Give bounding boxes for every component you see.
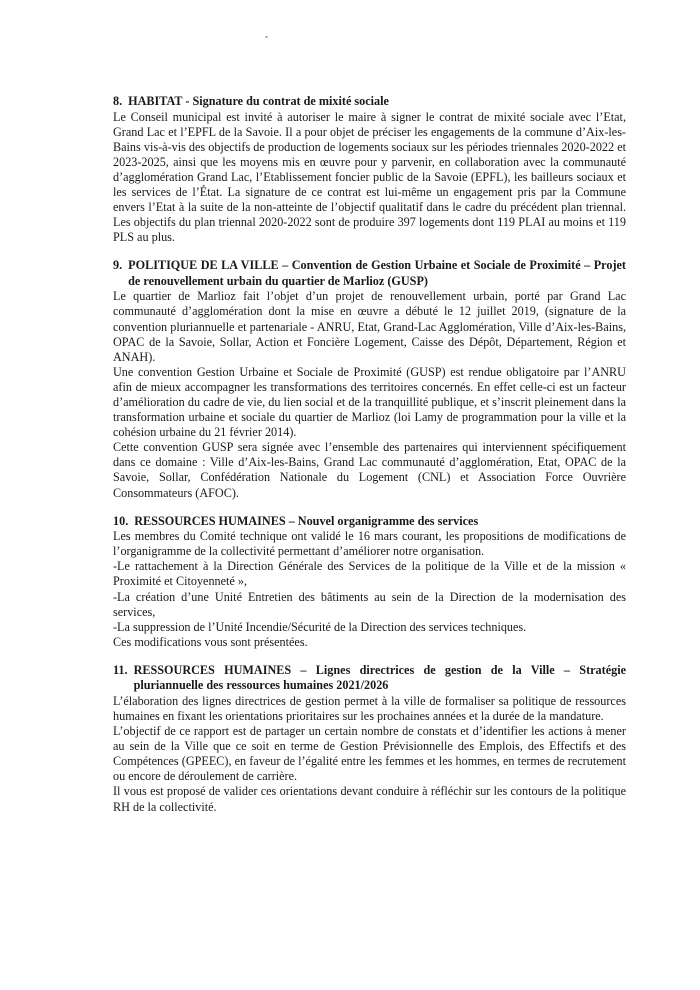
section-number: 9. xyxy=(113,258,123,273)
scan-speck xyxy=(265,36,268,38)
section-paragraph: L’objectif de ce rapport est de partager un certain nombre de constats et d’identifier les actions à mener au sein de la Ville que ce soit en terme de Gestion Prévisionnelle des Emplois, des Effectifs et des Compétences (GPEEC), en faveur de l’égalité entre les femmes et les hommes, en termes de recrutement ou encore de déroulement de carrière. xyxy=(113,724,626,784)
section-organigramme xyxy=(113,514,626,650)
list-item: -La suppression de l’Unité Incendie/Sécurité de la Direction des services techniques. xyxy=(113,619,527,634)
section-lignes-directrices xyxy=(113,663,626,815)
section-paragraph: Une convention Gestion Urbaine et Sociale de Proximité (GUSP) est rendue obligatoire par l’ANRU afin de mieux accompagner les transformations des territoires concernés. En effet celle-ci est un facteur d’amélioration du cadre de vie, du lien social et de la tranquillité publique, et s’inscrit pleinement dans la transformation urbaine et sociale du quartier de Marlioz (loi Lamy de programmation pour la ville et la cohésion urbaine du 21 février 2014). xyxy=(113,364,626,440)
section-title: RESSOURCES HUMAINES – Nouvel organigramme des services xyxy=(134,513,479,528)
section-title: RESSOURCES HUMAINES – Lignes directrices de gestion de la Ville – Stratégie pluriannuelle des ressources humaines 2021/2026 xyxy=(133,662,626,693)
section-paragraph: Ces modifications vous sont présentées. xyxy=(113,634,308,649)
list-item: -Le rattachement à la Direction Générale des Services de la politique de la Ville et de la mission « Proximité et Citoyenneté », xyxy=(113,559,626,589)
section-heading xyxy=(113,663,626,694)
section-paragraph: Les membres du Comité technique ont validé le 16 mars courant, les propositions de modifications de l’organigramme de la collectivité permettant d’améliorer notre organisation. xyxy=(113,529,626,559)
section-paragraph: Le Conseil municipal est invité à autoriser le maire à signer le contrat de mixité sociale avec l’Etat, Grand Lac et l’EPFL de la Savoie. Il a pour objet de préciser les engagements de la commune d’Aix-les-Bains vis-à-vis des objectifs de production de logements sociaux sur les périodes triennales 2020-2022 et 2023-2025, ainsi que les moyens mis en œuvre pour y parvenir, en collaboration avec la communauté d’agglomération Grand Lac, l’Etablissement foncier public de la Savoie (EPFL), les bailleurs sociaux et les services de l’État. La signature de ce contrat est lui-même un engagement pris par la Commune envers l’Etat à la suite de la non-atteinte de l’objectif qualitatif dans le cadre du précédent plan triennal. Les objectifs du plan triennal 2020-2022 sont de produire 397 logements dont 119 PLAI au moins et 119 PLS au plus. xyxy=(113,109,626,245)
section-heading xyxy=(113,258,626,289)
section-paragraph: L’élaboration des lignes directrices de gestion permet à la ville de formaliser sa politique de ressources humaines en fixant les orientations prioritaires sur les prochaines années et la durée de la mandature. xyxy=(113,693,626,723)
section-number: 11. xyxy=(113,662,128,677)
section-heading xyxy=(113,94,626,110)
section-title: POLITIQUE DE LA VILLE – Convention de Gestion Urbaine et Sociale de Proximité – Projet de renouvellement urbain du quartier de Marlioz (GUSP) xyxy=(128,258,626,288)
section-politique-ville xyxy=(113,258,626,500)
section-paragraph: Le quartier de Marlioz fait l’objet d’un projet de renouvellement urbain, porté par Grand Lac communauté d’agglomération dont la mise en œuvre a débuté le 12 juillet 2019, (signature de la convention pluriannuelle et partenariale - ANRU, Etat, Grand-Lac Agglomération, Ville d’Aix-les-Bains, OPAC de la Savoie, Sollar, Action et Foncière Logement, Caisse des Dépôt, Département, Région et ANAH). xyxy=(113,289,626,364)
section-heading xyxy=(113,514,626,530)
section-title: HABITAT - Signature du contrat de mixité sociale xyxy=(128,94,389,108)
section-paragraph: Cette convention GUSP sera signée avec l’ensemble des partenaires qui interviennent spécifiquement dans ce domaine : Ville d’Aix-les-Bains, Grand Lac communauté d’agglomération, Etat, OPAC de la Savoie, Sollar, Confédération Nationale du Logement (CNL) et Association Force Ouvrière Consommateurs (AFOC). xyxy=(113,440,626,500)
section-number: 10. xyxy=(113,513,129,528)
list-item: -La création d’une Unité Entretien des bâtiments au sein de la Direction de la modernisation des services, xyxy=(113,589,626,619)
document-body xyxy=(113,94,626,828)
section-paragraph: Il vous est proposé de valider ces orientations devant conduire à réfléchir sur les contours de la politique RH de la collectivité. xyxy=(113,784,626,814)
section-number: 8. xyxy=(113,94,123,108)
section-habitat xyxy=(113,94,626,245)
